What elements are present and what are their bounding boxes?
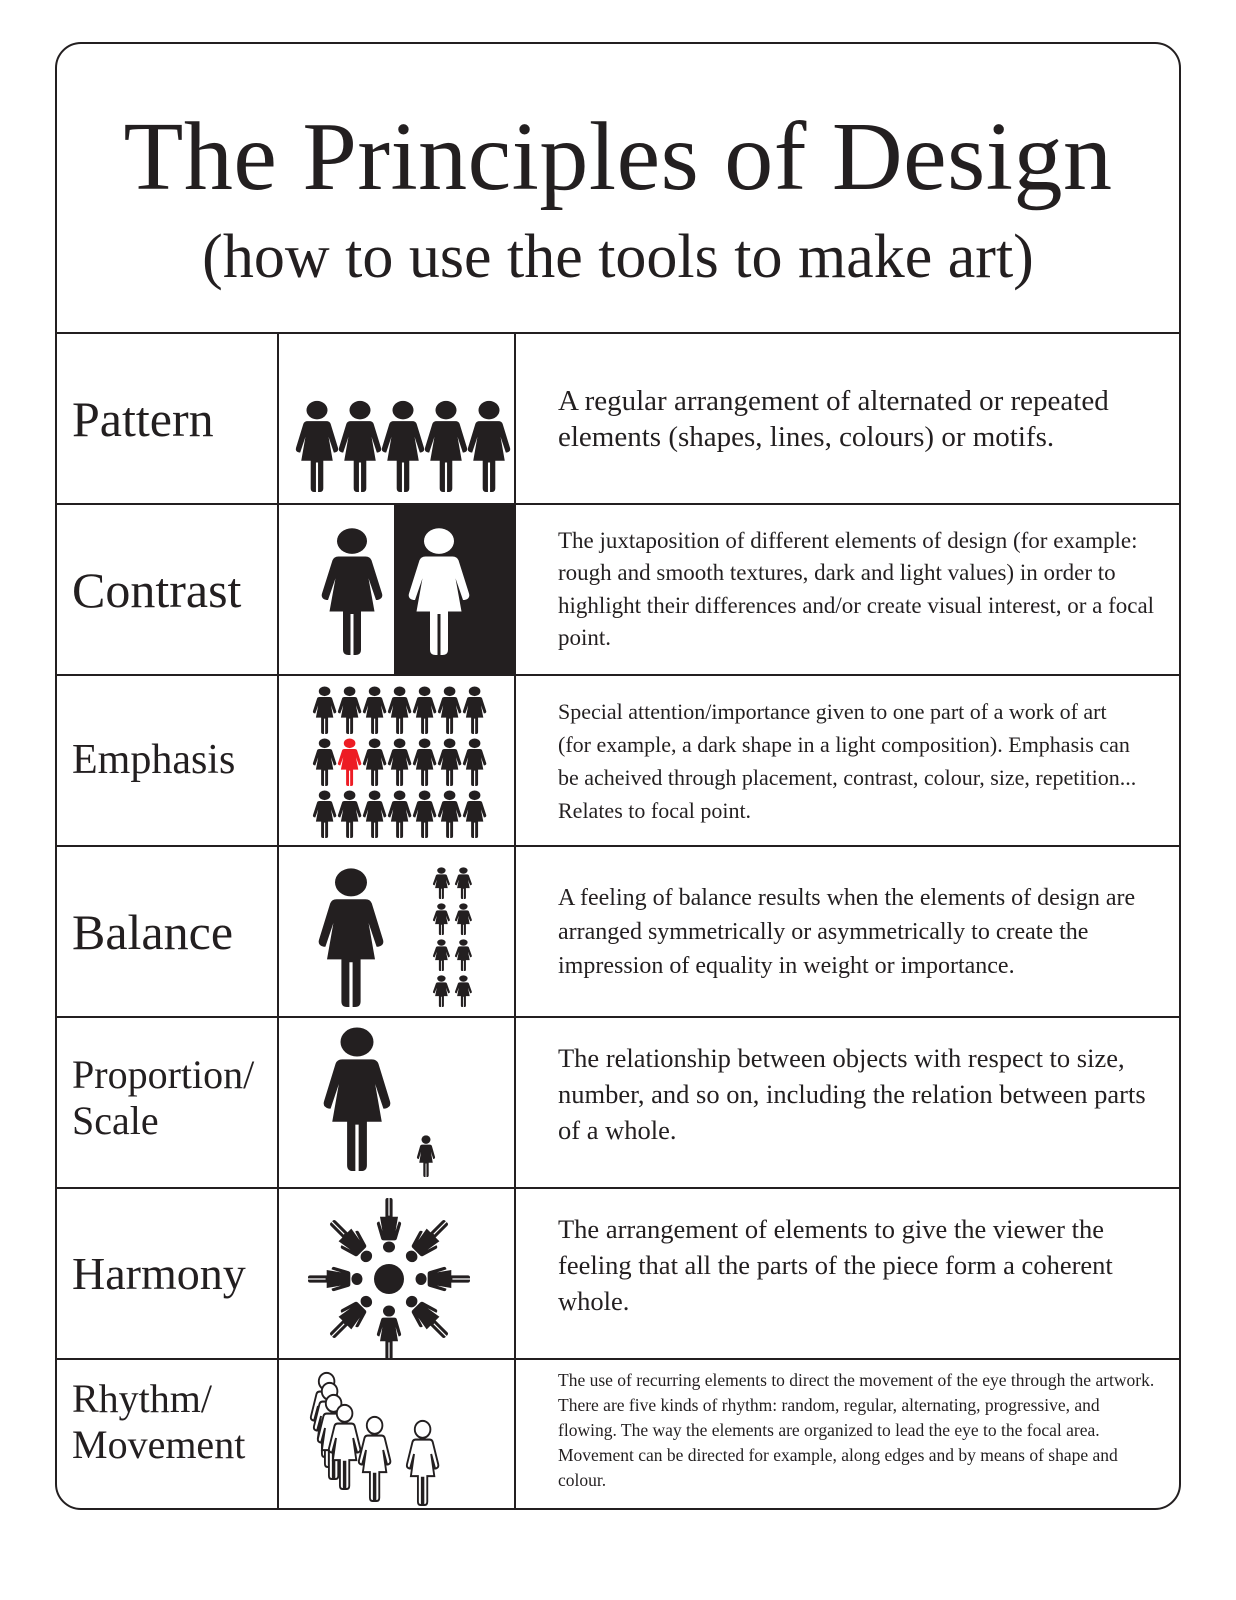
large-and-tiny-figure-icon [279,1018,516,1187]
principle-row-rhythm-movement [57,1360,1179,1510]
principle-row-pattern [57,334,1179,505]
principle-name-line1: Proportion/ [72,1052,255,1097]
principle-row-proportion-scale [57,1018,1179,1189]
principle-description: The juxtaposition of different elements of design (for example: rough and smooth textures, dark and light values) in order to highlight their differences and/or create visual interest, or a focal point. [558,527,1155,650]
principle-name-line1: Rhythm/ [72,1376,213,1421]
principle-description: The use of recurring elements to direct the movement of the eye through the artwork. There are five kinds of rhythm: random, regular, alternating, progressive, and flowing. The way the elements are organized to lead the eye to the focal area. Movement can be directed for example, along edges and by means of shape and colour. [558,1370,1155,1490]
principle-row-contrast [57,505,1179,676]
principle-name: Balance [72,903,234,960]
principle-name: Emphasis [72,737,236,783]
principle-name: Harmony [72,1248,246,1299]
principle-row-harmony [57,1189,1179,1360]
principle-description: A feeling of balance results when the elements of design are arranged symmetrically or asymmetrically to create the impression of equality in weight or importance. [558,884,1136,979]
principle-description: The arrangement of elements to give the viewer the feeling that all the parts of the piece form a coherent whole. [558,1214,1113,1316]
outlined-figures-progression-icon [279,1360,516,1510]
principle-name-line2: Movement [72,1422,246,1467]
principle-name: Contrast [72,561,242,618]
black-and-white-figures-icon [279,505,516,674]
principle-description: A regular arrangement of alternated or repeated elements (shapes, lines, colours) or motifs. [558,384,1109,453]
principle-name-line2: Scale [72,1098,159,1143]
page-subtitle: (how to use the tools to make art) [202,223,1034,291]
principle-description: Special attention/importance given to one part of a work of art (for example, a dark shape in a light composition). Emphasis can be acheived through placement, contrast, colour, size, repetition... Relates to focal point. [558,698,1137,823]
five-identical-figures-icon [279,334,516,503]
large-figure-balanced-by-small-figures-icon [279,847,516,1016]
poster-frame [55,42,1181,1510]
principle-row-emphasis [57,676,1179,847]
principle-description: The relationship between objects with respect to size, number, and so on, including the relation between parts of a whole. [558,1043,1146,1145]
poster-header [57,44,1179,334]
principle-name: Pattern [72,390,214,447]
crowd-with-red-figure-icon [279,676,516,845]
principle-row-balance [57,847,1179,1018]
radial-figures-circle-icon [279,1189,516,1358]
page-title: The Principles of Design [123,103,1113,211]
